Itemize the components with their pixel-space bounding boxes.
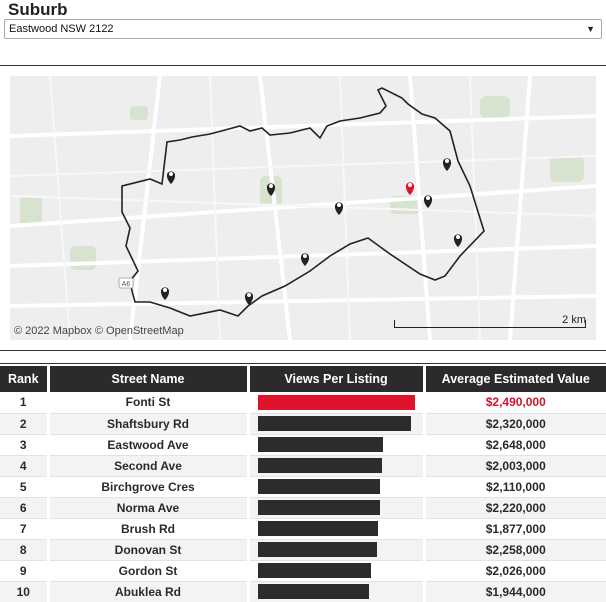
street-name-cell: Fonti St xyxy=(48,392,248,413)
map-marker-icon xyxy=(161,287,169,300)
table-row[interactable] xyxy=(0,518,606,539)
table-header-row xyxy=(0,366,606,392)
rank-cell: 6 xyxy=(0,497,48,518)
views-bar[interactable] xyxy=(258,437,384,452)
average-value-cell: $1,877,000 xyxy=(424,518,606,539)
map-scale-bar xyxy=(394,320,586,328)
header-average-estimated-value[interactable]: Average Estimated Value xyxy=(424,366,606,392)
suburb-select-value: Eastwood NSW 2122 xyxy=(9,23,114,35)
views-bar[interactable] xyxy=(258,521,379,536)
map-marker-icon xyxy=(424,195,432,208)
views-bar[interactable] xyxy=(258,500,380,515)
views-cell xyxy=(248,434,424,455)
average-value-cell: $2,220,000 xyxy=(424,497,606,518)
street-name-cell: Norma Ave xyxy=(48,497,248,518)
views-bar[interactable] xyxy=(258,416,412,431)
table-row[interactable] xyxy=(0,392,606,413)
street-name-cell: Second Ave xyxy=(48,455,248,476)
table-body xyxy=(0,392,606,602)
map-parks xyxy=(20,96,584,270)
map-attribution[interactable]: © 2022 Mapbox © OpenStreetMap xyxy=(14,325,184,337)
map-marker-icon xyxy=(454,234,462,247)
rank-cell: 8 xyxy=(0,539,48,560)
average-value-cell: $2,490,000 xyxy=(424,392,606,413)
map-canvas xyxy=(10,76,596,340)
street-name-cell: Shaftsbury Rd xyxy=(48,413,248,434)
map-marker-highlight-icon xyxy=(406,182,414,195)
views-bar[interactable] xyxy=(258,542,377,557)
divider xyxy=(0,65,606,66)
average-value-cell: $2,110,000 xyxy=(424,476,606,497)
rank-cell: 4 xyxy=(0,455,48,476)
rank-cell: 3 xyxy=(0,434,48,455)
rank-cell: 5 xyxy=(0,476,48,497)
views-bar[interactable] xyxy=(258,563,371,578)
map-marker-icon xyxy=(301,253,309,266)
table-row[interactable] xyxy=(0,560,606,581)
street-table xyxy=(0,366,606,602)
table-row[interactable] xyxy=(0,413,606,434)
header-views-per-listing[interactable]: Views Per Listing xyxy=(248,366,424,392)
route-shield-label: A6 xyxy=(121,281,131,288)
rank-cell: 10 xyxy=(0,581,48,602)
average-value-cell: $2,026,000 xyxy=(424,560,606,581)
average-value-cell: $2,258,000 xyxy=(424,539,606,560)
street-name-cell: Gordon St xyxy=(48,560,248,581)
views-cell xyxy=(248,518,424,539)
rank-cell: 9 xyxy=(0,560,48,581)
table-row[interactable] xyxy=(0,434,606,455)
street-name-cell: Brush Rd xyxy=(48,518,248,539)
map-scale-label: 2 km xyxy=(562,314,586,326)
caret-down-icon: ▼ xyxy=(586,24,595,34)
average-value-cell: $2,003,000 xyxy=(424,455,606,476)
header-rank[interactable]: Rank xyxy=(0,366,48,392)
views-cell xyxy=(248,581,424,602)
views-cell xyxy=(248,392,424,413)
views-bar[interactable] xyxy=(258,395,415,410)
street-name-cell: Eastwood Ave xyxy=(48,434,248,455)
average-value-cell: $1,944,000 xyxy=(424,581,606,602)
street-name-cell: Abuklea Rd xyxy=(48,581,248,602)
table-row[interactable] xyxy=(0,497,606,518)
views-cell xyxy=(248,539,424,560)
views-bar[interactable] xyxy=(258,458,382,473)
suburb-title: Suburb xyxy=(8,0,68,19)
views-cell xyxy=(248,560,424,581)
views-cell xyxy=(248,476,424,497)
map-marker-icon xyxy=(335,202,343,215)
table-row[interactable] xyxy=(0,581,606,602)
street-name-cell: Donovan St xyxy=(48,539,248,560)
views-bar[interactable] xyxy=(258,584,369,599)
rank-cell: 2 xyxy=(0,413,48,434)
views-bar[interactable] xyxy=(258,479,380,494)
table-row[interactable] xyxy=(0,476,606,497)
views-cell xyxy=(248,455,424,476)
suburb-select[interactable] xyxy=(4,19,602,39)
rank-cell: 1 xyxy=(0,392,48,413)
map-marker-icon xyxy=(167,171,175,184)
average-value-cell: $2,320,000 xyxy=(424,413,606,434)
divider xyxy=(0,363,606,364)
table-row[interactable] xyxy=(0,539,606,560)
map-marker-icon xyxy=(443,158,451,171)
header-street-name[interactable]: Street Name xyxy=(48,366,248,392)
views-cell xyxy=(248,497,424,518)
suburb-map[interactable] xyxy=(10,76,596,340)
divider xyxy=(0,350,606,351)
table-row[interactable] xyxy=(0,455,606,476)
views-cell xyxy=(248,413,424,434)
average-value-cell: $2,648,000 xyxy=(424,434,606,455)
street-name-cell: Birchgrove Cres xyxy=(48,476,248,497)
rank-cell: 7 xyxy=(0,518,48,539)
